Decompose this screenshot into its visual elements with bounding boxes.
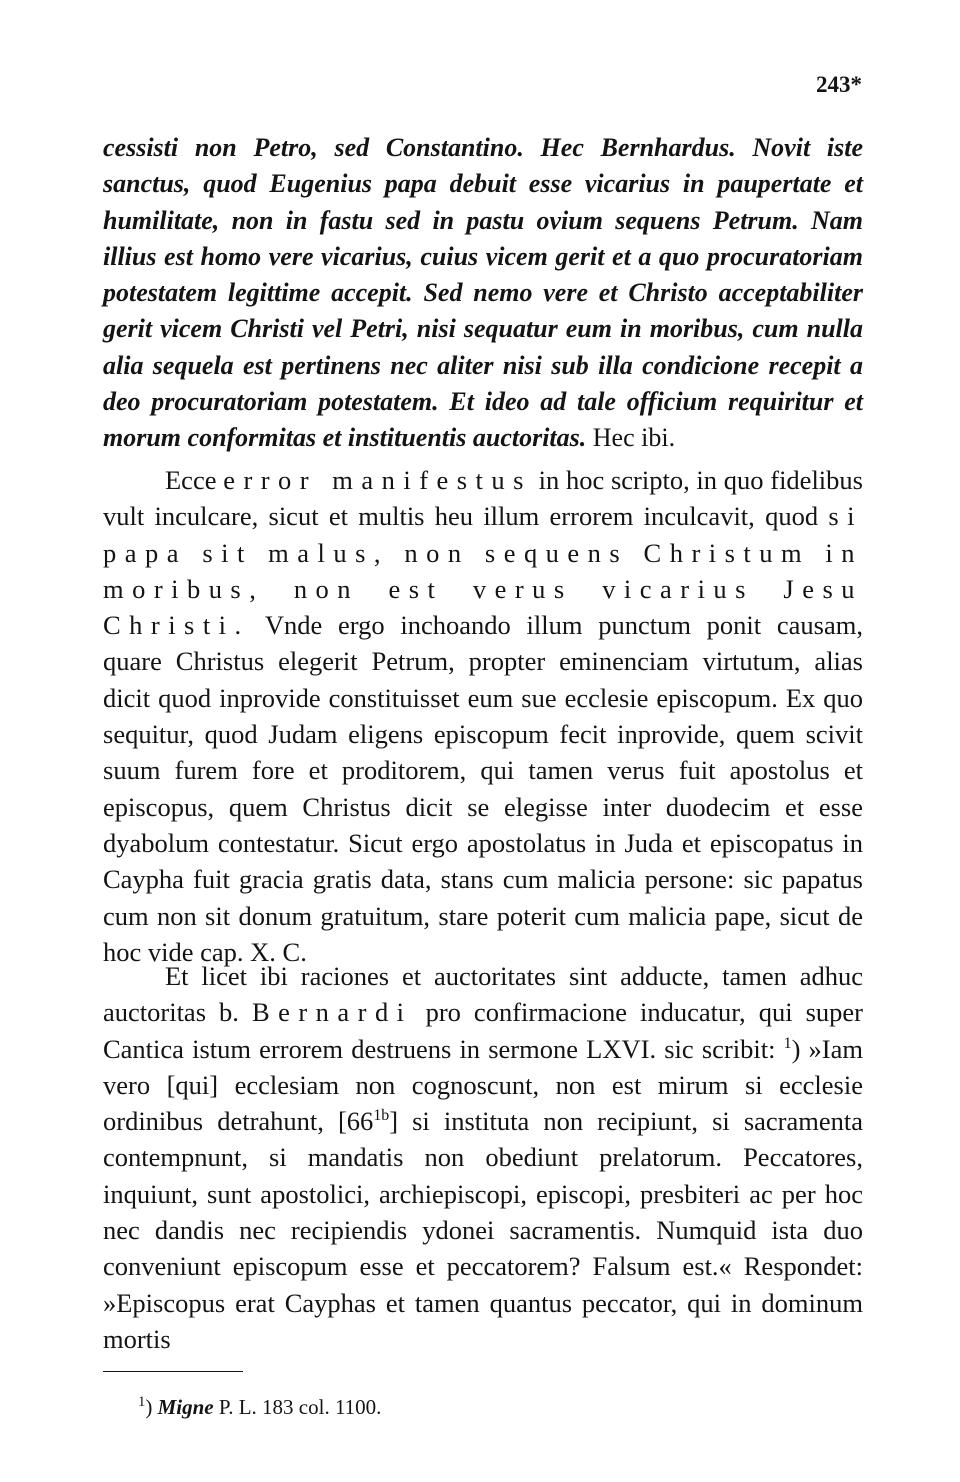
text-run: Et licet ibi raciones et auctoritates sint adducte, tamen adhuc auctoritas b.: [103, 961, 863, 1028]
text-run: ] si instituta non recipiunt, si sacramenta contempnunt, si mandatis non obediunt prelatorum. Peccatores, inquiunt, sunt apostolici, archiepiscopi, episcopi, presbiteri ac per hoc nec dandis nec recipiendis ydonei sacramentis. Numquid ista duo conveniunt episcopum esse et peccatorem? Falsum est.« Respondet: »Episcopus erat Cayphas et tamen quantus peccator, qui in dominum mortis: [103, 1106, 864, 1354]
footnote-paren: ): [145, 1395, 158, 1419]
footnote-divider: [103, 1371, 243, 1372]
text-run: in hoc scripto, in quo fidelibus vult inculcare, sicut et multis heu illum errorem inculcavit, quod: [103, 465, 863, 532]
footnote-author: Migne: [157, 1395, 214, 1419]
text-run: Ecce: [165, 465, 224, 495]
quotation-text: cessisti non Petro, sed Constantino. Hec Bernhardus. Novit iste sanctus, quod Eugenius papa debuit esse vicarius in paupertate et humilitate, non in fastu sed in pastu ovium sequens Petrum. Nam illius est homo vere vicarius, cuius vicem gerit et a quo procuratoriam potestatem legittime accepit. Sed nemo vere et Christo acceptabiliter gerit vicem Christi vel Petri, nisi sequatur eum in moribus, cum nulla alia sequela est pertinens nec aliter nisi sub illa condicione recepit a deo procuratoriam potestatem. Et ideo ad tale officium requiritur et morum conformitas et instituentis auctoritas.: [103, 133, 863, 453]
footnote-mark: 1: [138, 1394, 146, 1410]
footnote: [138, 1394, 381, 1420]
spaced-emphasis: error manifestus: [223, 465, 532, 495]
text-run: Vnde ergo inchoando illum punctum ponit causam, quare Christus elegerit Petrum, propter eminenciam virtutum, alias dicit quod inprovide constituisset eum sue ecclesie episcopum. Ex quo sequitur, quod Judam eligens episcopum fecit inprovide, quem scivit suum furem fore et proditorem, qui tamen verus fuit apostolus et episcopus, quem Christus dicit se elegisse inter duodecim et esse dyabolum contestatur. Sicut ergo apostolatus in Juda et episcopatus in Caypha fuit gracia gratis data, stans cum malicia persone: sic papatus cum non sit donum gratuitum, stare poterit cum malicia pape, sicut de hoc vide cap. X. C.: [103, 610, 863, 967]
folio-superscript: 1b: [373, 1107, 390, 1125]
text-run: ) »Iam vero [qui] ecclesiam non cognoscunt, non est mirum si ecclesie ordinibus detrahunt, [66: [103, 1033, 864, 1137]
paragraph-quotation: [103, 130, 863, 457]
paragraph-bernard-citation: [103, 958, 863, 1357]
quotation-closing: Hec ibi.: [586, 423, 676, 453]
paragraph-commentary: [103, 462, 863, 970]
spaced-emphasis: Bernardi: [251, 997, 413, 1028]
page-number: 243*: [816, 72, 862, 97]
text-run: pro confirmacione inducatur, qui super Cantica istum errorem destruens in sermone LXVI. sic scribit:: [103, 997, 863, 1064]
footnote-citation: P. L. 183 col. 1100.: [213, 1395, 382, 1419]
footnote-reference: 1: [783, 1034, 792, 1052]
spaced-emphasis: si papa sit malus, non sequens Christum in moribus, non est verus vicarius Jesu Christi.: [103, 501, 863, 641]
